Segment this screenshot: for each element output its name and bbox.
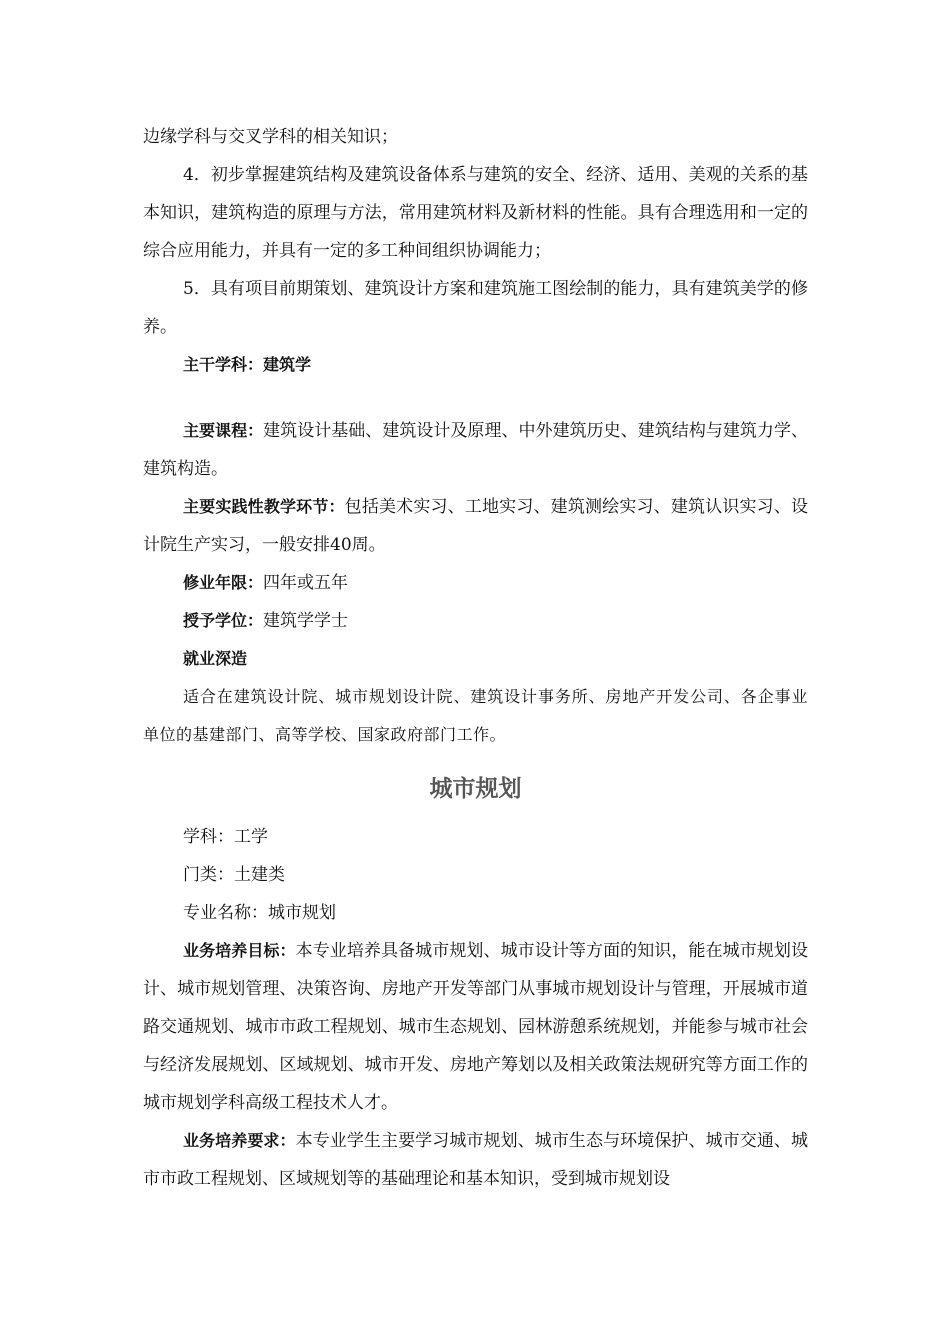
document-body <box>143 118 808 1198</box>
training-requirement-paragraph <box>143 1122 808 1198</box>
main-courses-label: 主要课程： <box>183 421 264 440</box>
main-subject-line <box>143 346 808 384</box>
degree-label: 授予学位： <box>183 611 264 630</box>
section-title-urban-planning: 城市规划 <box>429 776 522 802</box>
subject-line: 学科：工学 <box>183 827 268 847</box>
paragraph-item-4: 4．初步掌握建筑结构及建筑设备体系与建筑的安全、经济、适用、美观的关系的基本知识，建筑构造的原理与方法，常用建筑材料及新材料的性能。具有合理选用和一定的综合应用能力，并具有一定的多工种间组织协调能力； <box>143 165 808 261</box>
spacer <box>143 384 808 412</box>
training-requirement-label: 业务培养要求： <box>183 1131 296 1150</box>
employment-heading <box>143 640 808 678</box>
main-courses-value: 建筑设计基础、建筑设计及原理、中外建筑历史、建筑结构与建筑力学、建筑构造。 <box>143 421 808 479</box>
main-courses-paragraph <box>143 412 808 488</box>
degree-line <box>143 602 808 640</box>
training-goal-label: 业务培养目标： <box>183 941 296 960</box>
duration-value: 四年或五年 <box>263 573 349 593</box>
paragraph-item-5: 5．具有项目前期策划、建筑设计方案和建筑施工图绘制的能力，具有建筑美学的修养。 <box>143 279 808 337</box>
major-name-line: 专业名称：城市规划 <box>183 903 336 923</box>
practice-value: 包括美术实习、工地实习、建筑测绘实习、建筑认识实习、设计院生产实习，一般安排40周。 <box>143 497 808 555</box>
main-subject-label: 主干学科： <box>183 355 264 374</box>
training-goal-value: 本专业培养具备城市规划、城市设计等方面的知识，能在城市规划设计、城市规划管理、决策咨询、房地产开发等部门从事城市规划设计与管理，开展城市道路交通规划、城市市政工程规划、城市生态规划、园林游憩系统规划，并能参与城市社会与经济发展规划、区域规划、城市开发、房地产筹划以及相关政策法规研究等方面工作的城市规划学科高级工程技术人才。 <box>143 941 808 1113</box>
main-subject-value: 建筑学 <box>263 355 312 374</box>
practice-label: 主要实践性教学环节： <box>183 497 345 516</box>
duration-line <box>143 564 808 602</box>
training-requirement-value: 本专业学生主要学习城市规划、城市生态与环境保护、城市交通、城市市政工程规划、区域规划等的基础理论和基本知识，受到城市规划设 <box>143 1131 808 1189</box>
employment-body: 适合在建筑设计院、城市规划设计院、建筑设计事务所、房地产开发公司、各企事业单位的基建部门、高等学校、国家政府部门工作。 <box>143 687 808 744</box>
duration-label: 修业年限： <box>183 573 264 592</box>
category-line: 门类：土建类 <box>183 865 285 885</box>
paragraph-interdisciplinary: 边缘学科与交叉学科的相关知识； <box>143 127 398 147</box>
employment-heading-text: 就业深造 <box>183 649 248 668</box>
practice-paragraph <box>143 488 808 564</box>
degree-value: 建筑学学士 <box>263 611 349 631</box>
training-goal-paragraph <box>143 932 808 1122</box>
